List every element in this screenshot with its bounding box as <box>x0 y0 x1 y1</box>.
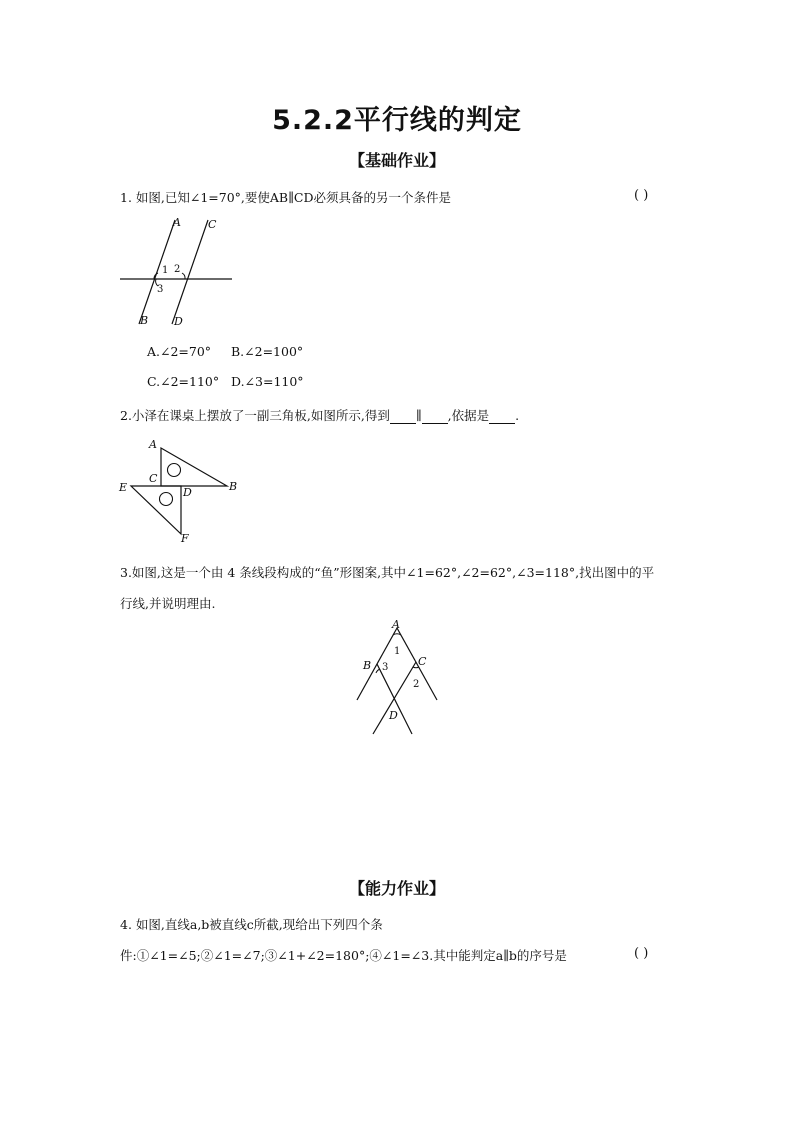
q1-figure <box>112 212 242 332</box>
q1-option-c: C.∠2=110° <box>147 374 220 389</box>
q3-angle-1: 1 <box>394 646 401 657</box>
q1-option-b: B.∠2=100° <box>231 344 304 359</box>
q2-label-c: C <box>149 472 158 485</box>
q3-line-1: 3.如图,这是一个由 4 条线段构成的“鱼”形图案,其中∠1=62°,∠2=62°,∠3=118°,找出图中的平 <box>120 565 655 580</box>
q2-label-a: A <box>149 438 157 451</box>
q1-label-b: B <box>140 314 149 327</box>
q2-label-f: F <box>181 532 189 545</box>
q3-label-d: D <box>389 709 398 722</box>
q3-label-b: B <box>363 659 372 672</box>
q3-angle-3: 3 <box>382 662 389 673</box>
section-ability-heading: 【能力作业】 <box>348 879 445 898</box>
q2-stem <box>120 406 519 424</box>
q2-stem-part-a: 2.小泽在课桌上摆放了一副三角板,如图所示,得到 <box>120 408 390 423</box>
q2-blank-3[interactable] <box>489 411 515 424</box>
q2-label-b: B <box>229 480 238 493</box>
q1-angle-3: 3 <box>157 284 164 295</box>
q2-stem-end: . <box>515 408 520 423</box>
q4-answer-paren: ( ) <box>634 946 649 961</box>
q4-line-1: 4. 如图,直线a,b被直线c所截,现给出下列四个条 <box>120 917 383 932</box>
q1-option-d: D.∠3=110° <box>231 374 304 389</box>
page-title: 5.2.2平行线的判定 <box>272 105 522 136</box>
q2-parallel-symbol: ∥ <box>415 408 422 423</box>
q1-stem: 1. 如图,已知∠1=70°,要使AB∥CD必须具备的另一个条件是 <box>120 190 451 205</box>
q3-angle-2: 2 <box>413 679 420 690</box>
q1-label-c: C <box>208 218 217 231</box>
q1-label-d: D <box>174 315 183 328</box>
q2-figure <box>115 432 250 547</box>
q1-angle-1: 1 <box>162 265 169 276</box>
q4-line-2: 件:①∠1=∠5;②∠1=∠7;③∠1+∠2=180°;④∠1=∠3.其中能判定a∥b的序号是 <box>120 948 567 963</box>
q3-figure <box>340 614 450 739</box>
q2-label-d: D <box>183 486 192 499</box>
q2-blank-2[interactable] <box>422 411 448 424</box>
q1-label-a: A <box>173 216 181 229</box>
q1-angle-2: 2 <box>174 264 181 275</box>
q2-stem-part-b: ,依据是 <box>447 408 490 423</box>
q3-line-2: 行线,并说明理由. <box>120 596 216 611</box>
q3-label-a: A <box>392 618 400 631</box>
q2-label-e: E <box>119 481 128 494</box>
q3-label-c: C <box>418 655 427 668</box>
q2-blank-1[interactable] <box>390 411 416 424</box>
q1-option-a: A.∠2=70° <box>147 344 212 359</box>
section-basic-heading: 【基础作业】 <box>348 151 445 170</box>
q1-answer-paren: ( ) <box>634 188 649 203</box>
